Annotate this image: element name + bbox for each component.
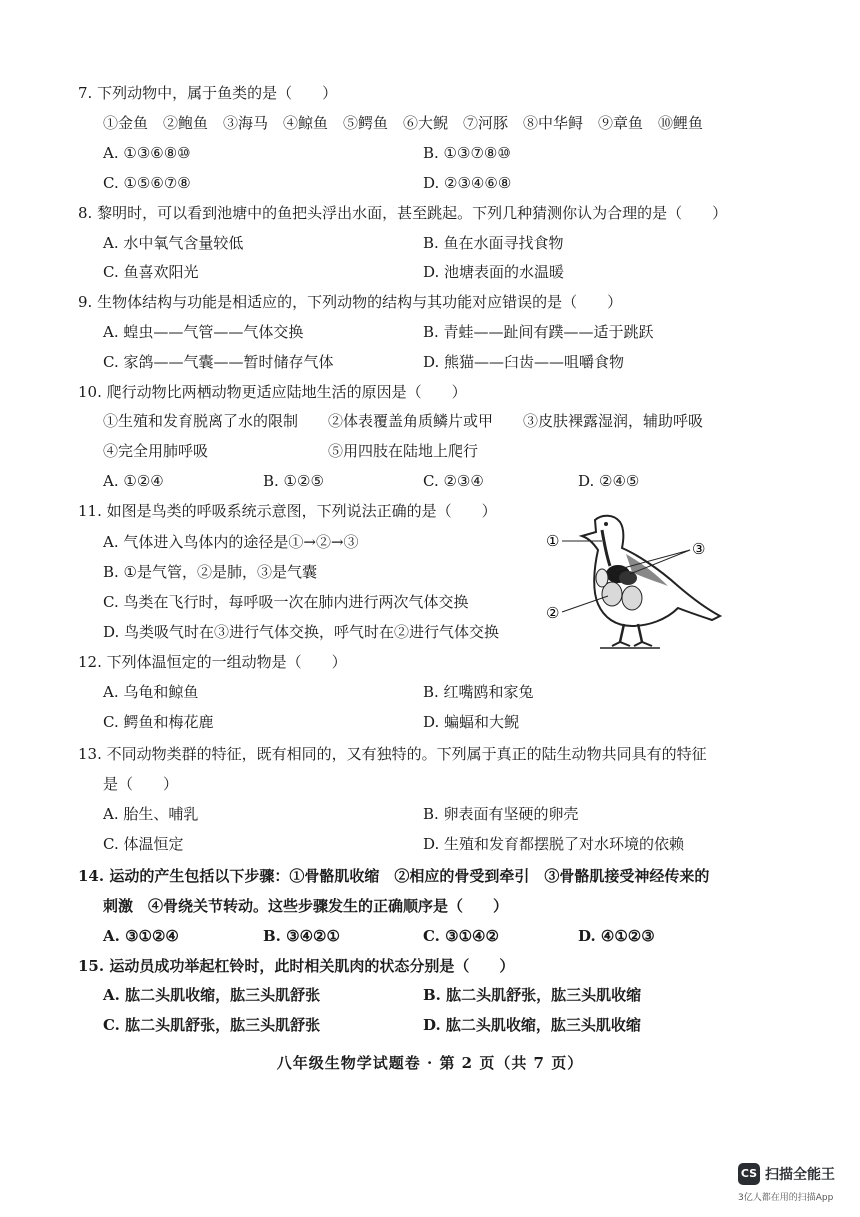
question-12-stem: 12. 下列体温恒定的一组动物是（ ） — [78, 653, 347, 671]
question-10-list-2: ④完全用肺呼吸 ⑤用四肢在陆地上爬行 — [103, 442, 479, 460]
question-10-option-b: B. ①②⑤ — [263, 472, 324, 490]
question-8-option-a: A. 水中氧气含量较低 — [103, 234, 244, 252]
question-10-option-a: A. ①②④ — [103, 472, 164, 490]
question-13-option-c: C. 体温恒定 — [103, 835, 184, 853]
question-13-option-b: B. 卵表面有坚硬的卵壳 — [423, 805, 579, 823]
question-14-option-a: A. ③①②④ — [103, 927, 179, 945]
question-11-option-c: C. 鸟类在飞行时，每呼吸一次在肺内进行两次气体交换 — [103, 593, 469, 611]
bird-illustration — [540, 508, 750, 656]
question-11-option-b: B. ①是气管，②是肺，③是气囊 — [103, 563, 318, 581]
question-11-stem: 11. 如图是鸟类的呼吸系统示意图，下列说法正确的是（ ） — [78, 502, 497, 520]
question-10-option-c: C. ②③④ — [423, 472, 484, 490]
question-13-option-a: A. 胎生、哺乳 — [103, 805, 199, 823]
figure-label-1: ① — [546, 532, 560, 550]
question-7-list: ①金鱼 ②鲍鱼 ③海马 ④鲸鱼 ⑤鳄鱼 ⑥大鲵 ⑦河豚 ⑧中华鲟 ⑨章鱼 ⑩鲤鱼 — [103, 114, 704, 132]
question-14-option-b: B. ③④②① — [263, 927, 340, 945]
question-8-option-c: C. 鱼喜欢阳光 — [103, 263, 199, 281]
question-10-stem: 10. 爬行动物比两栖动物更适应陆地生活的原因是（ ） — [78, 383, 467, 401]
question-15-option-b: B. 肱二头肌舒张，肱三头肌收缩 — [423, 986, 642, 1004]
question-7-option-b: B. ①③⑦⑧⑩ — [423, 144, 511, 162]
question-8-stem: 8. 黎明时，可以看到池塘中的鱼把头浮出水面，甚至跳起。下列几种猜测你认为合理的是（ ） — [78, 204, 728, 222]
question-15-option-a: A. 肱二头肌收缩，肱三头肌舒张 — [103, 986, 321, 1004]
question-7-stem: 7. 下列动物中，属于鱼类的是（ ） — [78, 84, 338, 102]
question-12-option-c: C. 鳄鱼和梅花鹿 — [103, 713, 214, 731]
question-9-stem: 9. 生物体结构与功能是相适应的，下列动物的结构与其功能对应错误的是（ ） — [78, 293, 623, 311]
scanner-watermark — [738, 1163, 853, 1207]
question-7-option-a: A. ①③⑥⑧⑩ — [103, 144, 191, 162]
question-12-option-d: D. 蝙蝠和大鲵 — [423, 713, 520, 731]
question-12-option-a: A. 乌龟和鲸鱼 — [103, 683, 199, 701]
question-14-stem-2: 刺激 ④骨绕关节转动。这些步骤发生的正确顺序是（ ） — [103, 897, 509, 915]
question-8-option-d: D. 池塘表面的水温暖 — [423, 263, 565, 281]
question-8-option-b: B. 鱼在水面寻找食物 — [423, 234, 564, 252]
question-10-option-d: D. ②④⑤ — [578, 472, 640, 490]
question-9-option-b: B. 青蛙——趾间有蹼——适于跳跃 — [423, 323, 654, 341]
question-13-stem: 13. 不同动物类群的特征，既有相同的，又有独特的。下列属于真正的陆生动物共同具有的特征 — [78, 745, 707, 763]
scanner-logo-icon: CS — [738, 1163, 760, 1185]
question-14-option-c: C. ③①④② — [423, 927, 499, 945]
question-9-option-a: A. 蝗虫——气管——气体交换 — [103, 323, 304, 341]
question-14-option-d: D. ④①②③ — [578, 927, 655, 945]
question-13-stem-2: 是（ ） — [103, 775, 179, 793]
page-footer: 八年级生物学试题卷 · 第 2 页（共 7 页） — [276, 1054, 584, 1072]
question-10-list-1: ①生殖和发育脱离了水的限制 ②体表覆盖角质鳞片或甲 ③皮肤裸露湿润，辅助呼吸 — [103, 412, 704, 430]
question-9-option-d: D. 熊猫——臼齿——咀嚼食物 — [423, 353, 625, 371]
question-7-option-d: D. ②③④⑥⑧ — [423, 174, 512, 192]
question-13-option-d: D. 生殖和发育都摆脱了对水环境的依赖 — [423, 835, 685, 853]
question-15-option-d: D. 肱二头肌收缩，肱三头肌收缩 — [423, 1016, 641, 1034]
watermark-subtitle: 3亿人都在用的扫描App — [738, 1193, 834, 1203]
question-14-stem: 14. 运动的产生包括以下步骤：①骨骼肌收缩 ②相应的骨受到牵引 ③骨骼肌接受神经传来的 — [78, 867, 710, 885]
question-11-option-a: A. 气体进入鸟体内的途径是①→②→③ — [103, 533, 359, 551]
question-7-option-c: C. ①⑤⑥⑦⑧ — [103, 174, 191, 192]
watermark-title: 扫描全能王 — [765, 1167, 835, 1183]
question-15-stem: 15. 运动员成功举起杠铃时，此时相关肌肉的状态分别是（ ） — [78, 957, 515, 975]
question-11-option-d: D. 鸟类吸气时在③进行气体交换，呼气时在②进行气体交换 — [103, 623, 500, 641]
question-9-option-c: C. 家鸽——气囊——暂时储存气体 — [103, 353, 334, 371]
figure-label-3: ③ — [692, 540, 706, 558]
question-15-option-c: C. 肱二头肌舒张，肱三头肌舒张 — [103, 1016, 321, 1034]
figure-label-2: ② — [546, 604, 560, 622]
question-12-option-b: B. 红嘴鸥和家兔 — [423, 683, 534, 701]
bird-respiratory-figure — [540, 508, 750, 656]
